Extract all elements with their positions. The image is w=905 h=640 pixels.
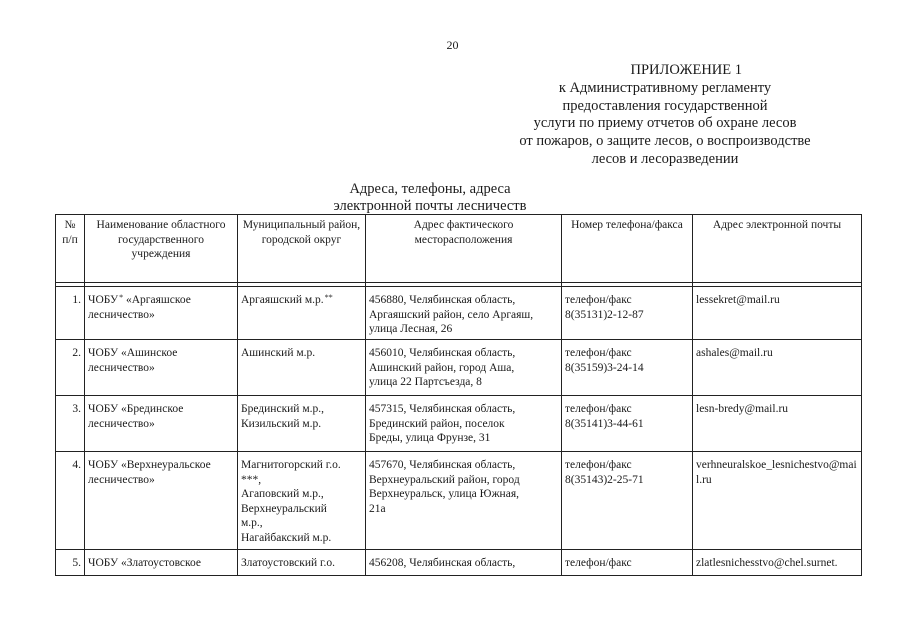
address-line: 457670, Челябинская область, <box>369 459 516 471</box>
appendix-line: предоставления государственной <box>562 97 768 114</box>
phone <box>562 550 693 576</box>
appendix-heading: ПРИЛОЖЕНИЕ 1 <box>630 62 742 78</box>
table-title <box>300 181 560 215</box>
header-district: Муниципальный район, городской округ <box>238 215 366 283</box>
district <box>238 452 366 550</box>
name-line: лесничество» <box>88 361 155 374</box>
address-line: Верхнеуральск, улица Южная, <box>369 488 519 500</box>
address-line: 456208, Челябинская область, <box>369 557 516 569</box>
phone-line: 8(35131)2-12-87 <box>565 308 644 321</box>
footnote-mark: ** <box>324 293 333 302</box>
row-number: 4. <box>56 452 85 550</box>
forestry-table <box>55 214 862 576</box>
page-number: 20 <box>446 38 459 52</box>
table-row <box>56 550 862 576</box>
table-title-line: электронной почты лесничеств <box>333 198 527 214</box>
institution-name <box>85 396 238 452</box>
district <box>238 396 366 452</box>
district-line: Верхнеуральский <box>241 502 327 515</box>
district-line: Ашинский м.р. <box>241 347 316 359</box>
name-line: ЧОБУ «Брединское <box>88 403 184 415</box>
row-number: 2. <box>56 340 85 396</box>
address-line: улица 22 Партсъезда, 8 <box>369 376 482 388</box>
district-line: Брединский м.р., <box>241 403 324 415</box>
institution-name <box>85 340 238 396</box>
header-address: Адрес фактического месторасположения <box>366 215 562 283</box>
table-row <box>56 340 862 396</box>
phone-line: телефон/факс <box>565 347 632 359</box>
district-line: м.р., <box>241 517 263 529</box>
institution-name <box>85 287 238 340</box>
institution-name <box>85 550 238 576</box>
phone-line: телефон/факс <box>565 403 632 415</box>
address-line: 457315, Челябинская область, <box>369 403 516 415</box>
name-line: ЧОБУ «Златоустовское <box>88 557 202 569</box>
row-number: 5. <box>56 550 85 576</box>
district <box>238 340 366 396</box>
appendix-header <box>500 62 830 169</box>
email: verhneuralskoe_lesnichestvo@mail.ru <box>693 452 862 550</box>
address <box>366 550 562 576</box>
email: lessekret@mail.ru <box>693 287 862 340</box>
name-line: лесничество» <box>88 417 155 430</box>
address <box>366 287 562 340</box>
table-header-row <box>56 215 862 283</box>
email: zlatlesnichesstvo@chel.surnet. <box>693 550 862 576</box>
district-line: Магнитогорский г.о. <box>241 459 341 471</box>
header-number: № п/п <box>56 215 85 283</box>
phone-line: 8(35141)3-44-61 <box>565 417 644 430</box>
district-line: Кизильский м.р. <box>241 417 322 430</box>
address-line: 456880, Челябинская область, <box>369 294 516 306</box>
phone-line: 8(35159)3-24-14 <box>565 361 644 374</box>
address-line: Брединский район, поселок <box>369 417 505 430</box>
name-line: «Аргаяшское <box>126 294 191 306</box>
phone-line: телефон/факс <box>565 557 632 569</box>
table-row <box>56 452 862 550</box>
header-institution-name: Наименование областного государственного учреждения <box>85 215 238 283</box>
address-line: 456010, Челябинская область, <box>369 347 516 359</box>
email: lesn-bredy@mail.ru <box>693 396 862 452</box>
name-line: ЧОБУ <box>88 294 119 306</box>
address-line: Бреды, улица Фрунзе, 31 <box>369 432 491 444</box>
table-row <box>56 287 862 340</box>
phone-line: телефон/факс <box>565 294 632 306</box>
address-line: Верхнеуральский район, город <box>369 473 520 486</box>
header-email: Адрес электронной почты <box>693 215 862 283</box>
district-line: Агаповский м.р., <box>241 488 324 500</box>
row-number: 1. <box>56 287 85 340</box>
phone <box>562 452 693 550</box>
address-line: 21а <box>369 502 386 515</box>
phone-line: телефон/факс <box>565 459 632 471</box>
name-line: лесничество» <box>88 473 155 486</box>
name-line: ЧОБУ «Ашинское <box>88 347 178 359</box>
row-number: 3. <box>56 396 85 452</box>
phone <box>562 340 693 396</box>
district-line: Аргаяшский м.р. <box>241 294 324 306</box>
appendix-line: лесов и лесоразведении <box>591 150 739 167</box>
table-row <box>56 396 862 452</box>
district <box>238 287 366 340</box>
address-line: Аргаяшский район, село Аргаяш, <box>369 308 534 321</box>
name-line: ЧОБУ «Верхнеуральское <box>88 459 211 471</box>
phone <box>562 287 693 340</box>
appendix-line: от пожаров, о защите лесов, о воспроизводстве <box>519 133 811 150</box>
district-line: ***, <box>241 473 262 486</box>
table-title-line: Адреса, телефоны, адреса <box>349 181 511 197</box>
district-line: Нагайбакский м.р. <box>241 531 332 544</box>
footnote-mark: * <box>119 293 124 302</box>
address <box>366 452 562 550</box>
email: ashales@mail.ru <box>693 340 862 396</box>
district <box>238 550 366 576</box>
address-line: Ашинский район, город Аша, <box>369 361 515 374</box>
phone-line: 8(35143)2-25-71 <box>565 473 644 486</box>
appendix-line: услуги по приему отчетов об охране лесов <box>533 115 797 132</box>
header-phone: Номер телефона/факса <box>562 215 693 283</box>
address <box>366 340 562 396</box>
phone <box>562 396 693 452</box>
appendix-line: к Административному регламенту <box>558 79 772 96</box>
address <box>366 396 562 452</box>
district-line: Златоустовский г.о. <box>241 557 335 569</box>
institution-name <box>85 452 238 550</box>
name-line: лесничество» <box>88 308 155 321</box>
address-line: улица Лесная, 26 <box>369 323 453 335</box>
